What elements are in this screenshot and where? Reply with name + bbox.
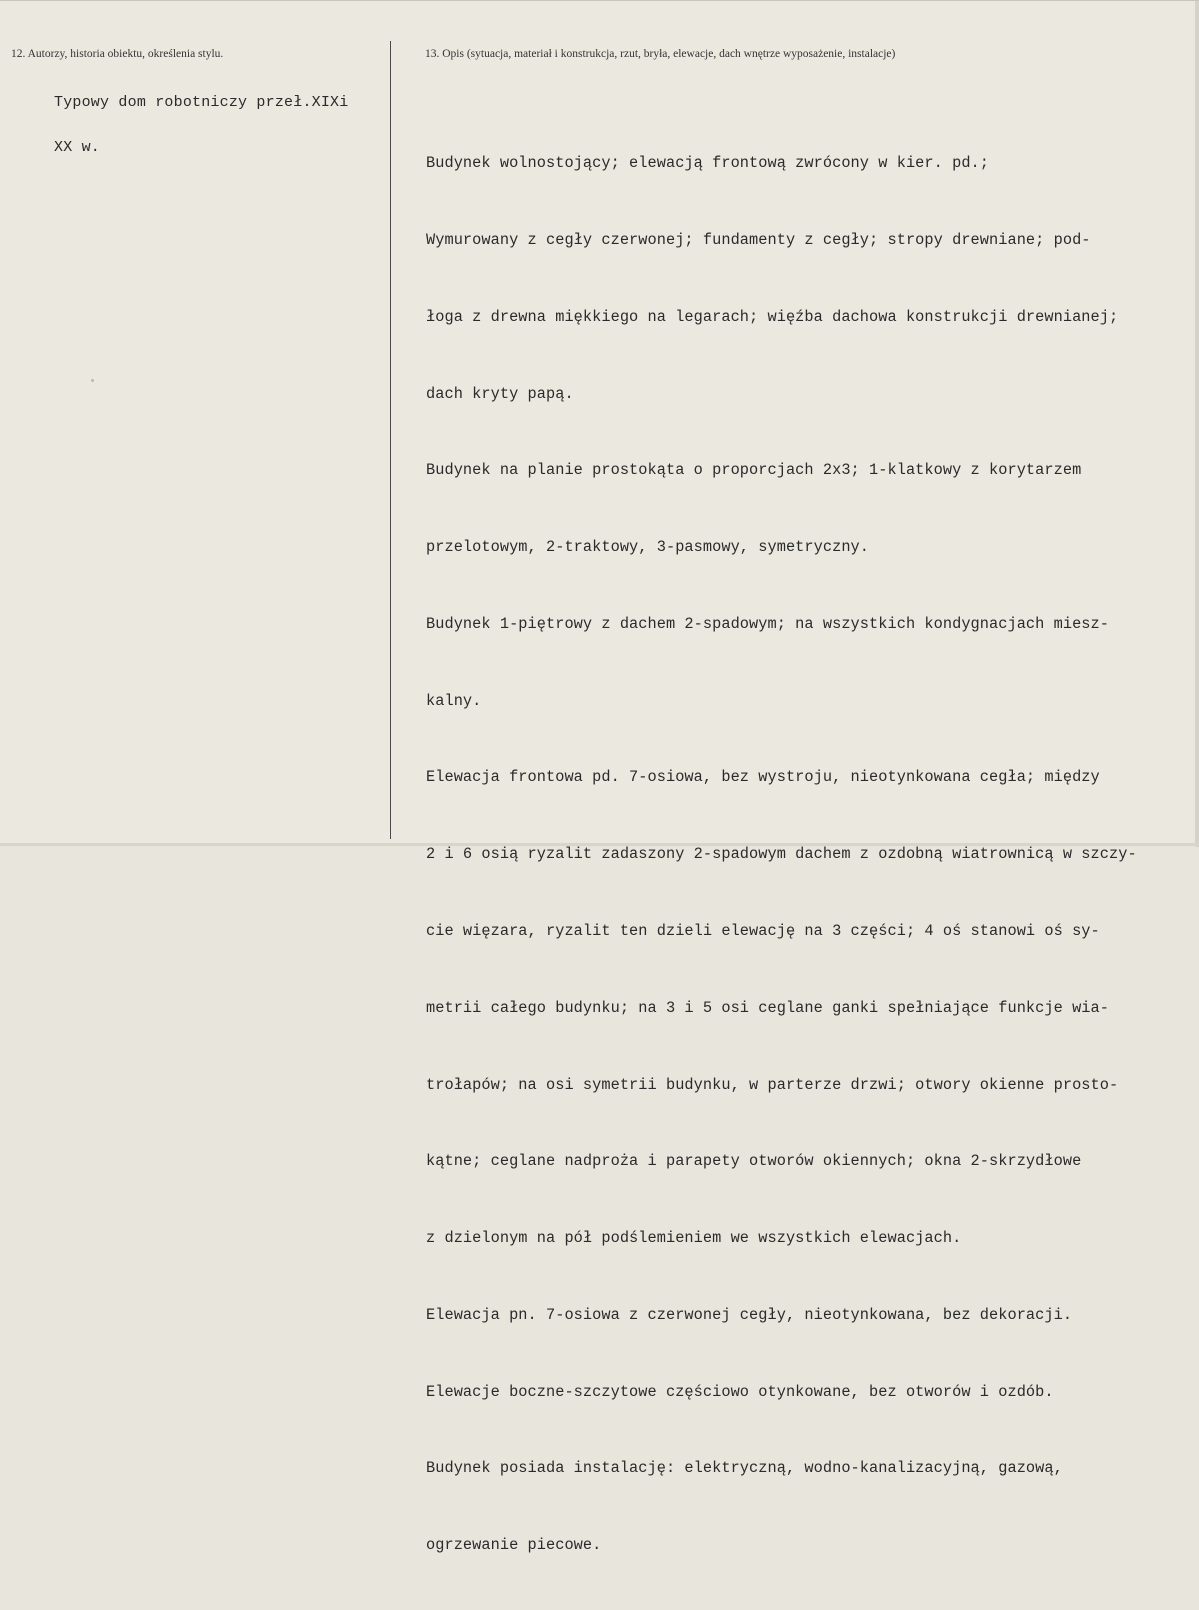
field-13-typed-text — [426, 100, 1137, 1610]
field-13-line: kalny. — [426, 691, 482, 710]
field-13-line: Budynek 1-piętrowy z dachem 2-spadowym; na wszystkich kondygnacjach miesz- — [426, 614, 1109, 633]
field-13-line: kątne; ceglane nadproża i parapety otworów okiennych; okna 2-skrzydłowe — [426, 1152, 1082, 1171]
field-13-label: 13. Opis (sytuacja, materiał i konstrukcja, rzut, bryła, elewacje, dach wnętrze wyposażenie, instalacje) — [425, 48, 896, 60]
field-12-typed-text — [54, 65, 348, 185]
field-13-line: metrii całego budynku; na 3 i 5 osi ceglane ganki spełniające funkcje wia- — [426, 998, 1109, 1017]
field-12-line: XX w. — [54, 139, 101, 156]
card-edge-right — [1195, 1, 1199, 847]
field-13-line: Budynek na planie prostokąta o proporcjach 2x3; 1-klatkowy z korytarzem — [426, 461, 1082, 480]
field-13-line: 2 i 6 osią ryzalit zadaszony 2-spadowym dachem z ozdobną wiatrownicą w szczy- — [426, 845, 1137, 864]
field-13-line: przelotowym, 2-traktowy, 3-pasmowy, symetryczny. — [426, 538, 870, 557]
paper-speck — [91, 379, 94, 382]
field-13-line: Wymurowany z cegły czerwonej; fundamenty z cegły; stropy drewniane; pod- — [426, 230, 1091, 249]
field-13-line: łoga z drewna miękkiego na legarach; więźba dachowa konstrukcji drewnianej; — [426, 307, 1119, 326]
field-13-line: trołapów; na osi symetrii budynku, w parterze drzwi; otwory okienne prosto- — [426, 1075, 1119, 1094]
column-divider — [390, 41, 391, 839]
field-13-line: z dzielonym na pół podślemieniem we wszystkich elewacjach. — [426, 1229, 962, 1248]
field-13-line: dach kryty papą. — [426, 384, 574, 403]
field-13-line: Elewacja pn. 7-osiowa z czerwonej cegły, nieotynkowana, bez dekoracji. — [426, 1305, 1073, 1324]
field-12-label: 12. Autorzy, historia obiektu, określenia stylu. — [11, 48, 224, 60]
field-13-line: Budynek posiada instalację: elektryczną, wodno-kanalizacyjną, gazową, — [426, 1459, 1063, 1478]
field-13-line: Elewacja frontowa pd. 7-osiowa, bez wystroju, nieotynkowana cegła; między — [426, 768, 1100, 787]
field-13-line: ogrzewanie piecowe. — [426, 1536, 602, 1555]
field-12-line: Typowy dom robotniczy przeł.XIXi — [54, 94, 349, 111]
field-13-line: Budynek wolnostojący; elewacją frontową zwrócony w kier. pd.; — [426, 154, 990, 173]
field-13-line: cie więzara, ryzalit ten dzieli elewację na 3 części; 4 oś stanowi oś sy- — [426, 922, 1100, 940]
field-13-line: Elewacje boczne-szczytowe częściowo otynkowane, bez otworów i ozdób. — [426, 1382, 1054, 1401]
